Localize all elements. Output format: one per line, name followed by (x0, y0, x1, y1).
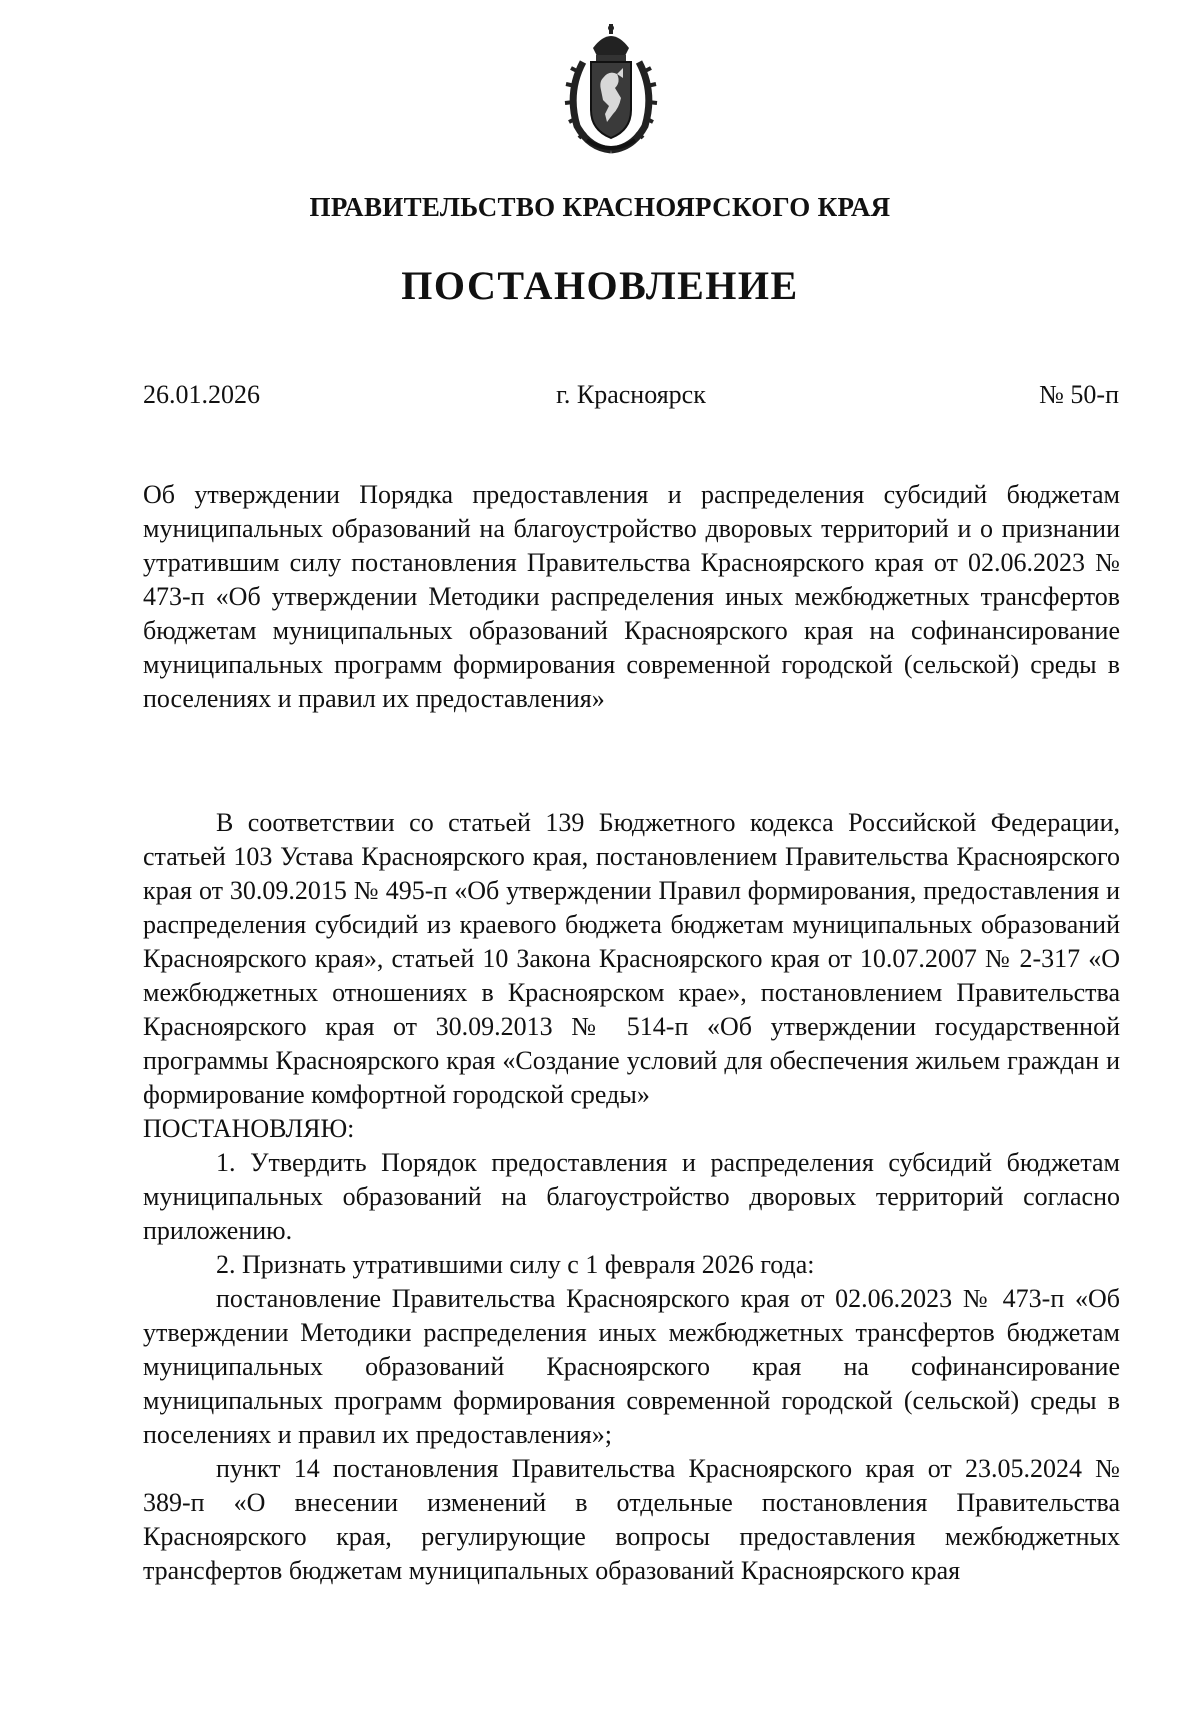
item-2-paragraph: 2. Признать утратившими силу с 1 февраля 2026 года: (216, 1250, 815, 1279)
document-type-title: ПОСТАНОВЛЕНИЕ (401, 263, 799, 308)
government-title: ПРАВИТЕЛЬСТВО КРАСНОЯРСКОГО КРАЯ (309, 192, 891, 222)
coat-of-arms-icon (563, 22, 659, 156)
item-2a-paragraph: постановление Правительства Красноярского края от 02.06.2023 № 473-п «Об утверждении Методики распределения иных межбюджетных трансфертов бюджетам муниципальных образований Красноярского края на софинансирование муниципальных программ формирования современной городской (сельской) среды в поселениях и правил их предоставления»; (143, 1284, 1120, 1449)
document-date: 26.01.2026 (143, 380, 260, 409)
document-number: № 50-п (1039, 380, 1119, 409)
document-subject (143, 478, 1120, 716)
document-meta-row (143, 380, 1119, 414)
document-body (143, 806, 1120, 1588)
subject-text: Об утверждении Порядка предоставления и распределения субсидий бюджетам муниципальных образований на благоустройство дворовых территорий и о признании утратившим силу постановления Правительства Красноярского края от 02.06.2023 № 473-п «Об утверждении Методики распределения иных межбюджетных трансфертов бюджетам муниципальных образований Красноярского края на софинансирование муниципальных программ формирования современной городской (сельской) среды в поселениях и правил их предоставления» (143, 480, 1120, 713)
item-1-paragraph: 1. Утвердить Порядок предоставления и распределения субсидий бюджетам муниципальных образований на благоустройство дворовых территорий согласно приложению. (143, 1148, 1120, 1245)
item-2b-paragraph: пункт 14 постановления Правительства Красноярского края от 23.05.2024 № 389-п «О внесении изменений в отдельные постановления Правительства Красноярского края, регулирующие вопросы предоставления межбюджетных трансфертов бюджетам муниципальных образований Красноярского края (143, 1454, 1120, 1585)
document-city: г. Красноярск (556, 380, 706, 409)
resolve-word: ПОСТАНОВЛЯЮ: (143, 1114, 355, 1143)
preamble-paragraph: В соответствии со статьей 139 Бюджетного кодекса Российской Федерации, статьей 103 Устава Красноярского края, постановлением Правительства Красноярского края от 30.09.2015 № 495-п «Об утверждении Правил формирования, предоставления и распределения субсидий из краевого бюджета бюджетам муниципальных образований Красноярского края», статьей 10 Закона Красноярского края от 10.07.2007 № 2-317 «О межбюджетных отношениях в Красноярском крае», постановлением Правительства Красноярского края от 30.09.2013 № 514-п «Об утверждении государственной программы Красноярского края «Создание условий для обеспечения жильем граждан и формирование комфортной городской среды» (143, 808, 1120, 1109)
